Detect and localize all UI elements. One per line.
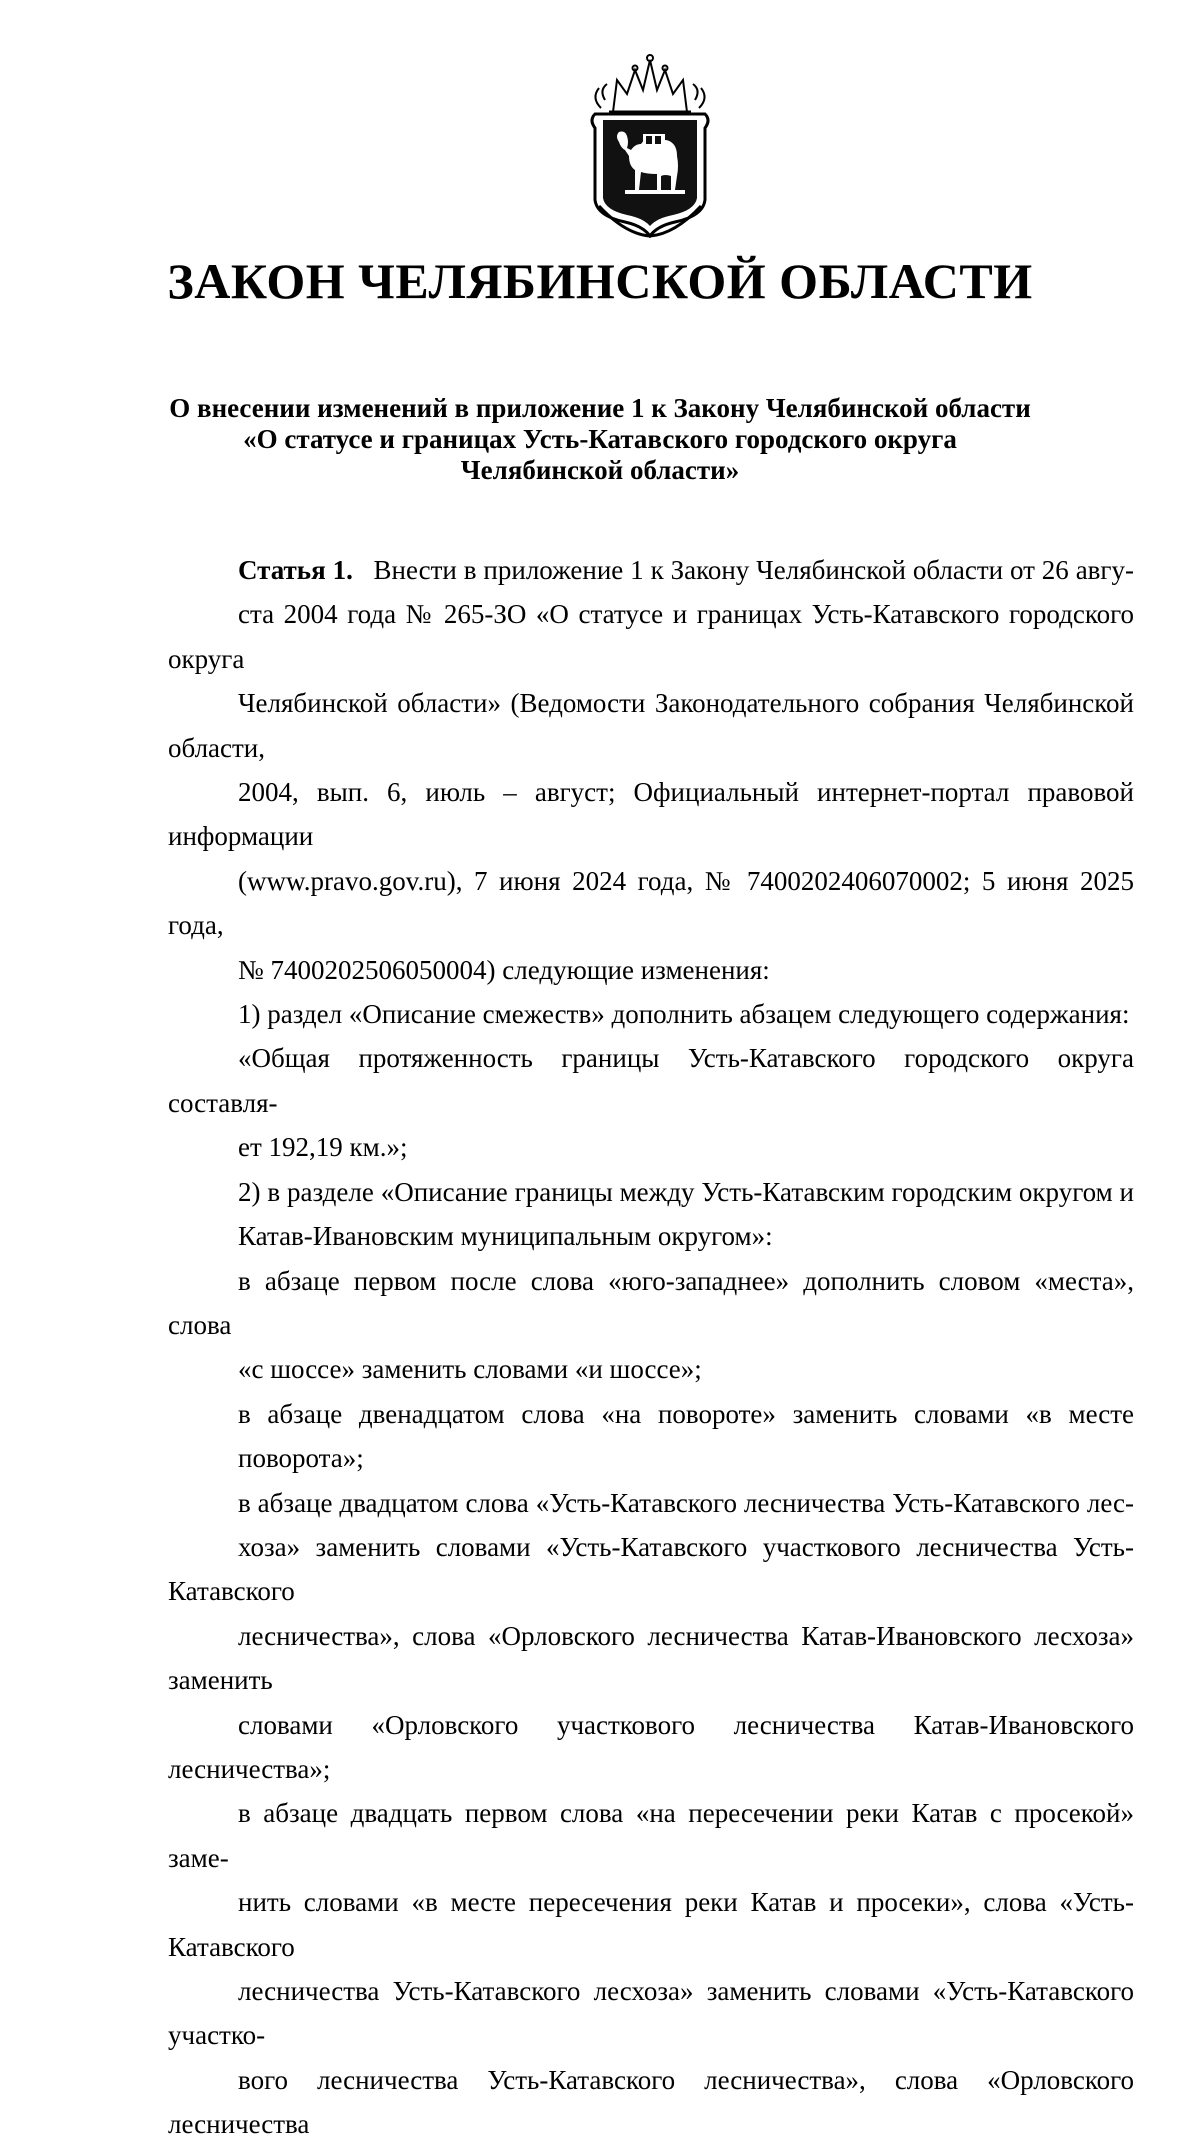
text-line: хоза» заменить словами «Усть-Катавского участкового лесничества Усть-Катавского bbox=[168, 1531, 1134, 1607]
law-body bbox=[168, 548, 1134, 2147]
text-line: 2) в разделе «Описание границы между Усть-Катавским городским округом и bbox=[238, 1176, 1134, 1207]
subtitle-line: О внесении изменений в приложение 1 к Закону Челябинской области bbox=[169, 393, 1031, 423]
law-subtitle bbox=[150, 393, 1050, 486]
paragraph-amendment-2 bbox=[168, 1170, 1134, 1259]
text-line: ста 2004 года № 265-ЗО «О статусе и границах Усть-Катавского городского округа bbox=[168, 599, 1134, 674]
subtitle-line: «О статусе и границах Усть-Катавского городского округа bbox=[243, 424, 957, 454]
subtitle-line: Челябинской области» bbox=[460, 455, 740, 485]
text-line: «с шоссе» заменить словами «и шоссе»; bbox=[238, 1354, 702, 1385]
article-1-first-line bbox=[168, 548, 1134, 592]
text-line: (www.pravo.gov.ru), 7 июня 2024 года, № 7400202406070002; 5 июня 2025 года, bbox=[168, 865, 1134, 941]
paragraph-quote-length bbox=[168, 1036, 1134, 1169]
text-line: 1) раздел «Описание смежеств» дополнить абзацем следующего содержания: bbox=[238, 999, 1130, 1030]
text-line: в абзаце двадцатом слова «Усть-Катавского лесничества Усть-Катавского лес- bbox=[238, 1487, 1134, 1518]
text-line: в абзаце двенадцатом слова «на повороте» заменить словами «в месте bbox=[238, 1398, 1134, 1429]
text-line: словами «Орловского участкового лесничества Катав-Ивановского лесничества»; bbox=[168, 1709, 1134, 1784]
text-line: ет 192,19 км.»; bbox=[238, 1132, 408, 1163]
text-line: в абзаце двадцать первом слова «на пересечении реки Катав с просекой» заме- bbox=[168, 1798, 1134, 1873]
article-label: Статья 1. bbox=[238, 555, 353, 585]
paragraph-abzats-12 bbox=[168, 1392, 1134, 1481]
text-line: «Общая протяженность границы Усть-Катавского городского округа составля- bbox=[168, 1043, 1134, 1118]
text-line: Челябинской области» (Ведомости Законодательного собрания Челябинской области, bbox=[168, 688, 1134, 763]
text-line: лесничества Усть-Катавского лесхоза» заменить словами «Усть-Катавского участко- bbox=[168, 1976, 1134, 2051]
text-line: Катав-Ивановским муниципальным округом»: bbox=[238, 1221, 773, 1252]
article-1-paragraph bbox=[168, 548, 1134, 992]
text-line: вого лесничества Усть-Катавского лесничества», слова «Орловского лесничества bbox=[168, 2064, 1134, 2140]
text-line: № 7400202506050004) следующие изменения: bbox=[238, 954, 770, 985]
text-line: лесничества», слова «Орловского лесничества Катав-Ивановского лесхоза» заменить bbox=[168, 1620, 1134, 1696]
text-line: поворота»; bbox=[238, 1443, 364, 1474]
paragraph-abzats-21 bbox=[168, 1791, 1134, 2146]
paragraph-abzats-1 bbox=[168, 1259, 1134, 1392]
law-title: ЗАКОН ЧЕЛЯБИНСКОЙ ОБЛАСТИ bbox=[167, 253, 1033, 309]
paragraph-abzats-20 bbox=[168, 1481, 1134, 1792]
text-line: в абзаце первом после слова «юго-западнее» дополнить словом «места», слова bbox=[168, 1265, 1134, 1340]
chelyabinsk-coat-of-arms-icon bbox=[585, 50, 715, 238]
paragraph-amendment-1 bbox=[168, 992, 1134, 1036]
text-line: нить словами «в месте пересечения реки Катав и просеки», слова «Усть-Катавского bbox=[168, 1887, 1134, 1962]
text-line: 2004, вып. 6, июль – август; Официальный интернет-портал правовой информации bbox=[168, 777, 1134, 852]
text-line: Внести в приложение 1 к Закону Челябинской области от 26 авгу- bbox=[373, 555, 1135, 585]
